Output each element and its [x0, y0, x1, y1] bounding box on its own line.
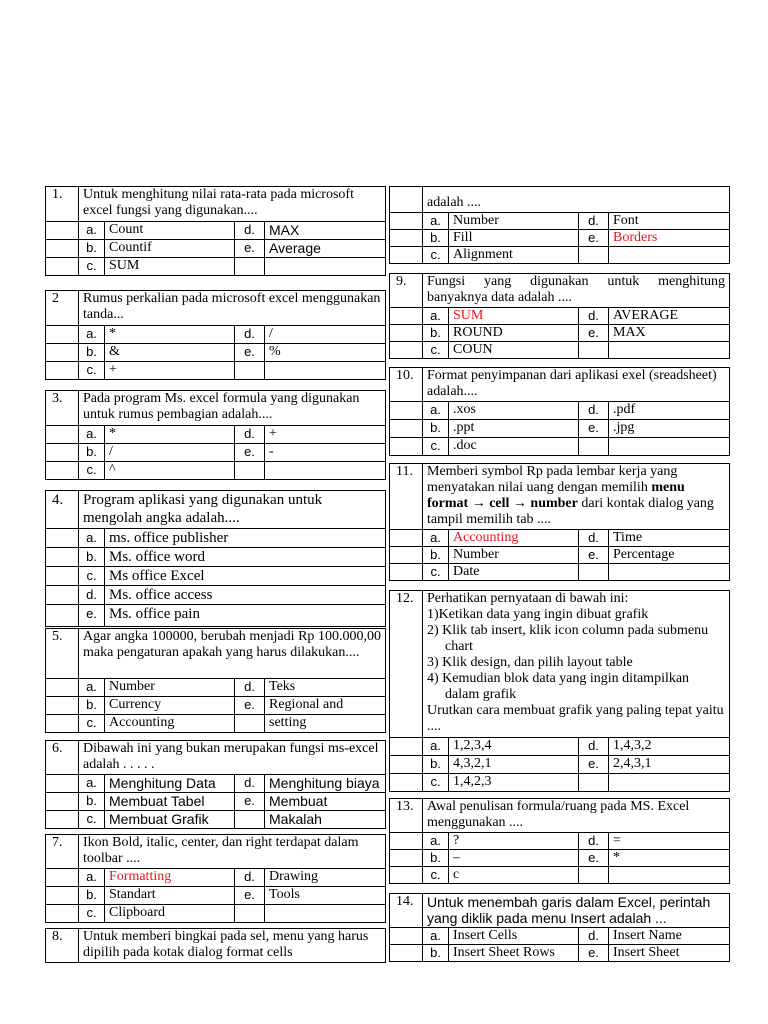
question-text: Awal penulisan formula/ruang pada MS. Excel menggunakan ....	[423, 799, 730, 833]
question-text: Untuk menembah garis dalam Excel, perintah yang diklik pada menu Insert adalah ...	[423, 894, 730, 928]
option-letter: a.	[423, 402, 449, 420]
question-number: 11.	[390, 464, 423, 530]
question-9	[389, 273, 730, 359]
option-d: Time	[609, 530, 730, 547]
option-letter: c.	[79, 811, 105, 829]
option-c: Ms office Excel	[105, 567, 386, 586]
question-number: 10.	[390, 368, 423, 402]
option-letter: d.	[579, 928, 609, 945]
option-letter: a.	[79, 679, 105, 697]
question-14	[389, 893, 730, 962]
option-b: 4,3,2,1	[449, 756, 579, 774]
option-a-highlighted: SUM	[449, 308, 579, 325]
option-e: MAX	[609, 325, 730, 342]
option-letter: e.	[235, 887, 265, 905]
option-letter: b.	[79, 697, 105, 715]
option-letter: e.	[579, 945, 609, 962]
option-e: Tools	[265, 887, 386, 905]
option-letter: c.	[79, 258, 105, 276]
option-letter: c.	[423, 247, 449, 264]
option-a: Menghitung Data	[105, 775, 235, 793]
question-text: Program aplikasi yang digunakan untuk mengolah angka adalah....	[79, 491, 386, 529]
option-d: AVERAGE	[609, 308, 730, 325]
option-letter: e.	[235, 344, 265, 362]
option-letter: d.	[579, 530, 609, 547]
option-letter: e.	[235, 444, 265, 462]
option-e: Membuat	[265, 793, 386, 811]
option-letter: a.	[79, 775, 105, 793]
option-a: ms. office publisher	[105, 529, 386, 548]
option-a: *	[105, 426, 235, 444]
option-a: 1,2,3,4	[449, 738, 579, 756]
option-letter: c.	[79, 567, 105, 586]
option-c: Alignment	[449, 247, 579, 264]
option-letter: b.	[423, 420, 449, 438]
option-c: +	[105, 362, 235, 380]
option-letter: a.	[79, 869, 105, 887]
option-d: Menghitung biaya	[265, 775, 386, 793]
option-letter: d.	[579, 308, 609, 325]
option-letter: c.	[423, 564, 449, 581]
option-c: SUM	[105, 258, 235, 276]
option-letter: b.	[423, 325, 449, 342]
option-d: MAX	[265, 222, 386, 240]
option-b: Number	[449, 547, 579, 564]
option-letter: c.	[423, 774, 449, 792]
option-letter: e.	[579, 420, 609, 438]
option-letter: d.	[579, 738, 609, 756]
question-outro: Urutkan cara membuat grafik yang paling tepat yaitu ....	[427, 703, 724, 734]
option-letter: e.	[579, 547, 609, 564]
option-d: +	[265, 426, 386, 444]
option-letter: a.	[79, 529, 105, 548]
option-a: ?	[449, 833, 579, 850]
question-number: 6.	[46, 741, 79, 775]
option-c: Clipboard	[105, 905, 235, 923]
option-e: %	[265, 344, 386, 362]
option-c: Date	[449, 564, 579, 581]
option-e: Percentage	[609, 547, 730, 564]
option-letter: d.	[235, 326, 265, 344]
option-d: Font	[609, 213, 730, 230]
option-b: /	[105, 444, 235, 462]
option-letter: d.	[579, 213, 609, 230]
option-letter: a.	[423, 530, 449, 547]
question-number: 14.	[390, 894, 423, 928]
option-e: *	[609, 850, 730, 867]
option-d: /	[265, 326, 386, 344]
option-letter: e.	[79, 605, 105, 627]
question-number: 4.	[46, 491, 79, 529]
option-e-continued: setting	[265, 715, 386, 733]
option-letter: e.	[235, 697, 265, 715]
option-d: Teks	[265, 679, 386, 697]
option-letter: d.	[235, 222, 265, 240]
option-letter: a.	[423, 738, 449, 756]
option-letter: d.	[579, 833, 609, 850]
option-letter: c.	[423, 867, 449, 884]
option-a: .xos	[449, 402, 579, 420]
option-letter: b.	[423, 547, 449, 564]
question-intro: Perhatikan pernyataan di bawah ini:	[427, 591, 629, 606]
option-letter: a.	[79, 426, 105, 444]
question-text-part-1: Memberi symbol Rp pada lembar kerja yang menyatakan nilai uang dengan memilih	[427, 464, 678, 495]
question-number: 13.	[390, 799, 423, 833]
option-b: Currency	[105, 697, 235, 715]
option-b: Countif	[105, 240, 235, 258]
question-8-continued	[389, 186, 730, 264]
question-number: 1.	[46, 187, 79, 222]
option-b: Insert Sheet Rows	[449, 945, 579, 962]
option-e: -	[265, 444, 386, 462]
option-letter: b.	[79, 548, 105, 567]
question-text: Pada program Ms. excel formula yang digunakan untuk rumus pembagian adalah....	[79, 391, 386, 426]
question-number: 3.	[46, 391, 79, 426]
option-b: Membuat Tabel	[105, 793, 235, 811]
question-text: Format penyimpanan dari aplikasi exel (sreadsheet) adalah....	[423, 368, 730, 402]
option-letter: a.	[423, 308, 449, 325]
option-e: Insert Sheet	[609, 945, 730, 962]
option-letter: e.	[235, 240, 265, 258]
option-b: &	[105, 344, 235, 362]
question-13	[389, 798, 730, 884]
option-letter: c.	[79, 715, 105, 733]
option-letter: a.	[423, 928, 449, 945]
question-number: 7.	[46, 835, 79, 869]
option-a-highlighted: Formatting	[105, 869, 235, 887]
option-d: =	[609, 833, 730, 850]
option-d: Insert Name	[609, 928, 730, 945]
question-text	[423, 464, 730, 530]
question-number: 8.	[46, 929, 79, 963]
option-e: Regional and	[265, 697, 386, 715]
option-letter: c.	[423, 342, 449, 359]
option-a: Number	[449, 213, 579, 230]
option-b: .ppt	[449, 420, 579, 438]
option-letter: b.	[79, 444, 105, 462]
option-letter: c.	[79, 905, 105, 923]
question-number: 2	[46, 291, 79, 326]
option-c: COUN	[449, 342, 579, 359]
option-letter: c.	[79, 362, 105, 380]
option-letter: a.	[423, 213, 449, 230]
option-a: *	[105, 326, 235, 344]
option-e: 2,4,3,1	[609, 756, 730, 774]
question-number: 5.	[46, 629, 79, 679]
option-b: ROUND	[449, 325, 579, 342]
option-e: Average	[265, 240, 386, 258]
option-b: Fill	[449, 230, 579, 247]
option-d: .pdf	[609, 402, 730, 420]
option-letter: d.	[79, 586, 105, 605]
option-letter: d.	[235, 869, 265, 887]
option-letter: b.	[79, 240, 105, 258]
question-text: Agar angka 100000, berubah menjadi Rp 100.000,00 maka pengaturan apakah yang harus dilakukan....	[79, 629, 386, 679]
question-text: Untuk menghitung nilai rata-rata pada microsoft excel fungsi yang digunakan....	[79, 187, 386, 222]
option-a-highlighted: Accounting	[449, 530, 579, 547]
step-1: 1)Ketikan data yang ingin dibuat grafik	[427, 607, 649, 622]
option-letter: b.	[79, 344, 105, 362]
option-letter: e.	[579, 756, 609, 774]
option-e-continued: Makalah	[265, 811, 386, 829]
question-text: Dibawah ini yang bukan merupakan fungsi ms-excel adalah . . . . .	[79, 741, 386, 775]
option-letter: c.	[79, 462, 105, 480]
option-letter: d.	[235, 679, 265, 697]
option-letter: d.	[235, 775, 265, 793]
option-letter: d.	[235, 426, 265, 444]
option-letter: e.	[579, 850, 609, 867]
option-d: Drawing	[265, 869, 386, 887]
option-c: .doc	[449, 438, 579, 456]
option-letter: b.	[423, 850, 449, 867]
option-d: 1,4,3,2	[609, 738, 730, 756]
question-11	[389, 463, 730, 581]
question-text: Rumus perkalian pada microsoft excel menggunakan tanda...	[79, 291, 386, 326]
option-c: 1,4,2,3	[449, 774, 579, 792]
option-letter: a.	[79, 326, 105, 344]
question-10	[389, 367, 730, 456]
option-letter: e.	[579, 230, 609, 247]
option-d: Ms. office access	[105, 586, 386, 605]
option-letter: b.	[423, 756, 449, 774]
step-2: 2) Klik tab insert, klik icon column pada submenu	[427, 623, 709, 638]
option-letter: d.	[579, 402, 609, 420]
question-text: Untuk memberi bingkai pada sel, menu yang harus dipilih pada kotak dialog format cells	[79, 929, 386, 963]
option-c: c	[449, 867, 579, 884]
option-b: Ms. office word	[105, 548, 386, 567]
option-a: Number	[105, 679, 235, 697]
option-letter: e.	[235, 793, 265, 811]
menu-path: menu format → cell → number	[427, 480, 685, 511]
option-b: –	[449, 850, 579, 867]
option-letter: b.	[423, 945, 449, 962]
option-c: Membuat Grafik	[105, 811, 235, 829]
option-letter: a.	[79, 222, 105, 240]
option-e: Ms. office pain	[105, 605, 386, 627]
step-3: 3) Klik design, dan pilih layout table	[427, 655, 633, 670]
option-letter: b.	[423, 230, 449, 247]
question-text	[423, 591, 730, 738]
option-letter: c.	[423, 438, 449, 456]
question-text-continued: adalah ....	[423, 187, 730, 213]
question-number: 9.	[390, 274, 423, 308]
step-4-continued: dalam grafik	[445, 687, 517, 702]
option-e-highlighted: Borders	[609, 230, 730, 247]
option-a: Insert Cells	[449, 928, 579, 945]
option-e: .jpg	[609, 420, 730, 438]
step-4: 4) Kemudian blok data yang ingin ditampilkan	[427, 671, 690, 686]
step-2-continued: chart	[445, 639, 473, 654]
question-text-part-2: dari kontak dialog yang tampil memilih tab ....	[427, 496, 714, 527]
question-number: 12.	[390, 591, 423, 738]
question-12	[389, 590, 730, 792]
option-b: Standart	[105, 887, 235, 905]
option-a: Count	[105, 222, 235, 240]
option-letter: b.	[79, 793, 105, 811]
option-letter: a.	[423, 833, 449, 850]
option-letter: b.	[79, 887, 105, 905]
question-text: Ikon Bold, italic, center, dan right terdapat dalam toolbar ....	[79, 835, 386, 869]
option-letter: e.	[579, 325, 609, 342]
option-c: ^	[105, 462, 235, 480]
option-c: Accounting	[105, 715, 235, 733]
question-text: Fungsi yang digunakan untuk menghitung banyaknya data adalah ....	[423, 274, 730, 308]
